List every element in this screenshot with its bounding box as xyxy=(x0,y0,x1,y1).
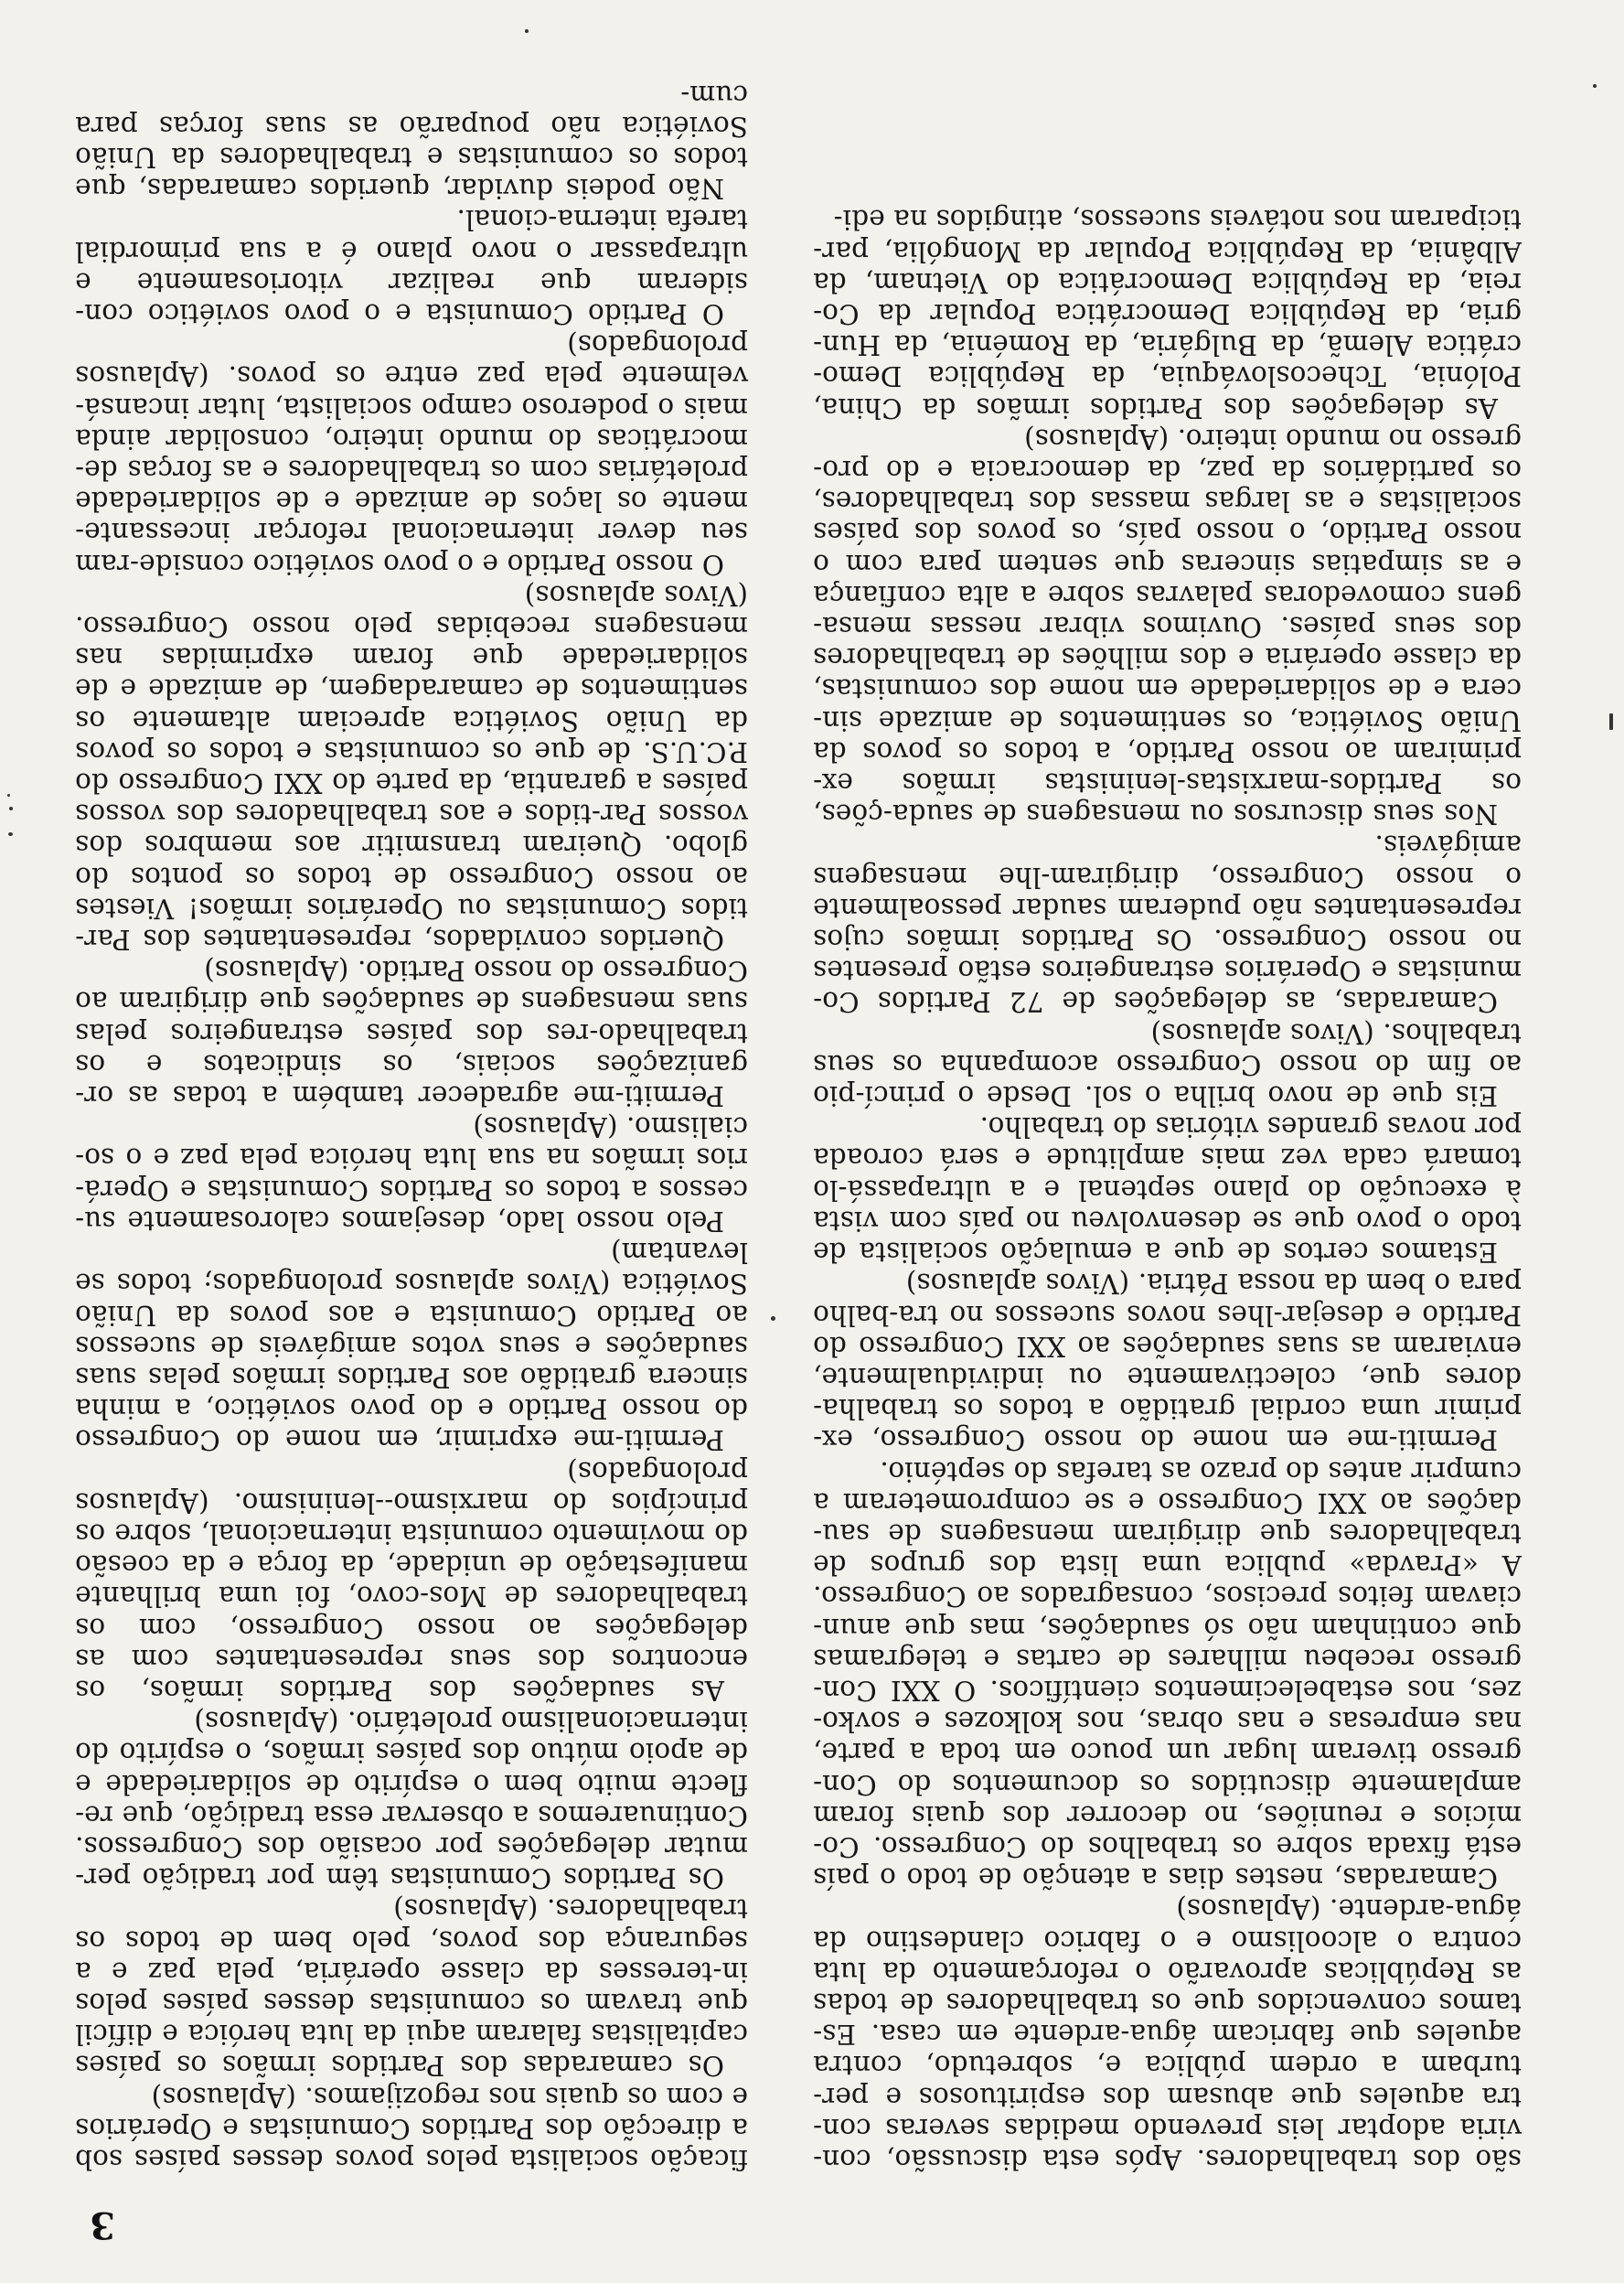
paragraph: Queridos convidados, representantes dos Par-tidos Comunistas ou Operários irmãos! Viestes ao nosso Congresso de todos os pontos do globo. Queiram transmitir aos membros dos vossos Par-tidos e aos trabalhadores dos vossos países a garantia, da parte do XXI Congresso do P.C.U.S. de que os comunistas e todos os povos da União Soviética apreciam altamente os sentimentos de camaradagem, de amizade e de solidariedade que foram exprimidas nas mensagens recebidas pelo nosso Congresso. (Vivos aplausos) xyxy=(75,579,748,956)
page-number: 3 xyxy=(90,2203,115,2246)
paragraph: Os Partidos Comunistas têm por tradição per-mutar delegações por ocasião dos Congressos. Continuaremos a observar essa tradição, que re-flecte muito bem o espírito de solidariedade e de apoio mútuo dos países irmãos, o espírito do internacionalismo proletário. (Aplausos) xyxy=(75,1706,748,1894)
paragraph: Camaradas, as delegações de 72 Partidos Co-munistas e Operários estrangeiros estão presentes no nosso Congresso. Os Partidos irmãos cujos representantes não puderam saudar pessoalmente o nosso Congresso, dirigiram-lhe mensagens amigáveis. xyxy=(813,830,1522,1018)
text-column-right xyxy=(75,79,748,2175)
paragraph: Permiti-me em nome do nosso Congresso, ex-primir uma cordial gratidão a todos os trabalha-dores que, colectivamente ou individualmente, enviaram as suas saudações ao XXI Congresso do Partido e desejar-lhes novos sucessos no tra-balho para o bem da nossa Pátria. (Vivos aplausos) xyxy=(813,1268,1522,1456)
scan-speck xyxy=(1593,84,1597,88)
paragraph: Eis que de novo brilha o sol. Desde o princí-pio ao fim do nosso Congresso acompanha os seus trabalhos. (Vivos aplausos) xyxy=(813,1017,1522,1112)
paragraph: Estamos certos de que a emulação socialista de todo o povo que se desenvolveu no país com vista à execução do plano septenal e a ultrapassá-lo tomará cada vez mais amplitude e será coroada por novas grandes vitórias do trabalho. xyxy=(813,1111,1522,1269)
paragraph: Os camaradas dos Partidos irmãos os países capitalistas falaram aqui da luta heróica e difícil que travam os comunistas desses países pelos in-teresses da classe operária, pela paz e a segurança dos povos, pelo bem de todos os trabalhadores. (Aplausos) xyxy=(75,1893,748,2082)
paragraph: O nosso Partido e o povo soviético conside-ram seu dever internacional reforçar incessante-mente os laços de amizade e de solidariedade proletárias com os trabalhadores e as forças de-mocráticas do mundo inteiro, consolidar ainda mais o poderoso campo socialista, lutar incansá-velmente pela paz entre os povos. (Aplausos prolongados) xyxy=(75,329,748,580)
paragraph: Camaradas, nestes dias a atenção de todo o país está fixada sobre os trabalhos do Congresso. Co-mícios e reuniões, no decorrer dos quais foram amplamente discutidos os documentos do Con-gresso tiveram lugar um pouco em toda a parte, nas empresas e nas obras, nos kolkozes e sovko-zes, nos estabelecimentos científicos. O XXI Con-gresso recebeu milhares de cartas e telegramas que continham não só saudações, mas que anun-ciavam feitos precisos, consagrados ao Congresso. A «Pravda» publica uma lista dos grupos de trabalhadores que dirigiram mensagens de sau-dações ao XXI Congresso e se comprometeram a cumprir antes do prazo as tarefas do septénio. xyxy=(813,1455,1522,1894)
paragraph: Não podeis duvidar, queridos camaradas, que todos os comunistas e trabalhadores da União Soviética não pouparão as suas forças para cum- xyxy=(75,79,748,205)
paragraph: ficação socialista pelos povos desses países sob a direcção dos Partidos Comunistas e Operários e com os quais nos regozijamos. (Aplausos) xyxy=(75,2081,748,2175)
scan-speck xyxy=(9,807,13,810)
paragraph: Pelo nosso lado, desejamos calorosamente su-cessos a todos os Partidos Comunistas e Operá-rios irmãos na sua luta heróica pela paz e o so-cialismo. (Aplausos) xyxy=(75,1111,748,1237)
paragraph: são dos trabalhadores. Após esta discussão, con-viria adoptar leis prevendo medidas severas con-tra aqueles que abusam dos espirituosos e per-turbam a ordem pública e, sobretudo, contra aqueles que fabricam água-ardente em casa. Es-tamos convencidos que os trabalhadores de todas as Repúblicas aprovarão o reforçamento da luta contra o alcoolismo e o fabrico clandestino da água-ardente. (Aplausos) xyxy=(813,1893,1522,2175)
scan-speck xyxy=(7,794,10,797)
paragraph: As saudações dos Partidos irmãos, os encontros dos seus representantes com as delegações ao nosso Congresso, com os trabalhadores de Mos-covo, foi uma brilhante manifestação de unidade, da força e da coesão do movimento comunista internacional, sobre os princípios do marxismo--leninismo. (Aplausos prolongados) xyxy=(75,1455,748,1706)
paragraph: Permiti-me exprimir, em nome do Congresso do nosso Partido e do povo soviético, a minha sincera gratidão aos Partidos irmãos pelas suas saudações e seus votos amigáveis de sucessos ao Partido Comunista e aos povos da União Soviética (Vivos aplausos prolongados; todos se levantam) xyxy=(75,1237,748,1456)
paragraph: Permiti-me agradecer também a todas as or-ganizações sociais, os sindicatos e os trabalhado-res dos países estrangeiros pelas suas mensagens de saudações que dirigiram ao Congresso do nosso Partido. (Aplausos) xyxy=(75,955,748,1112)
scan-speck xyxy=(1609,713,1613,730)
scan-speck xyxy=(771,1316,775,1321)
text-column-left xyxy=(813,108,1522,2175)
scan-speck xyxy=(525,29,529,33)
paragraph: O Partido Comunista e o povo soviético con-sideram que realizar vitoriosamente e ultrapassar o novo plano é a sua primordial tarefa interna-cional. xyxy=(75,204,748,330)
paragraph: Nos seus discursos ou mensagens de sauda-ções, os Partidos-marxistas-leninistas irmãos ex-primiram ao nosso Partido, a todos os povos da União Soviética, os sentimentos de amizade sin-cera e de solidariedade em nome dos comunistas, da classe operária e dos milhões de trabalhadores dos seus países. Ouvimos vibrar nessas mensa-gens comovedoras palavras sobre a alta confiança e as simpatias sinceras que sentem para com o nosso Partido, o nosso país, os povos dos países socialistas e as largas massas dos trabalhadores, os partidários da paz, da democracia e do pro-gresso no mundo inteiro. (Aplausos) xyxy=(813,423,1522,831)
scan-speck xyxy=(8,832,13,836)
paragraph: As delegações dos Partidos irmãos da China, Polónia, Tchecoslováquia, da República Demo-crática Alemã, da Bulgária, da Roménia, da Hun-gria, da República Democrática Popular da Co-reia, da República Democrática do Vietnam, da Albânia, da República Popular da Mongólia, par-ticiparam nos notáveis sucessos, atingidos na edi- xyxy=(813,204,1522,423)
